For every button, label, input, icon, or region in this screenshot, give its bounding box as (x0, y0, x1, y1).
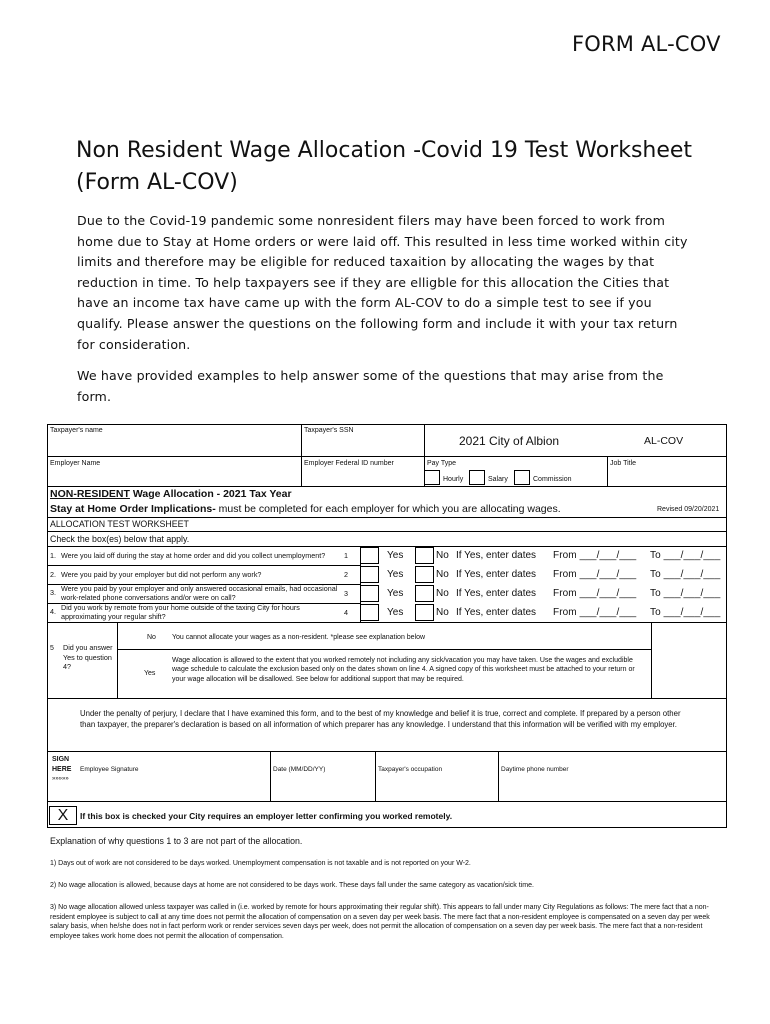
question-text: Were you laid off during the stay at home order and did you collect unemployment? (61, 551, 326, 560)
to-date-field[interactable]: To ___/___/___ (650, 569, 721, 580)
q5-no-text: You cannot allocate your wages as a non-resident. *please see explanation below (172, 634, 426, 641)
no-checkbox[interactable] (415, 585, 434, 602)
employer-fein-label: Employer Federal ID number (304, 460, 394, 467)
from-date-field[interactable]: From ___/___/___ (553, 607, 637, 618)
employer-letter-text: If this box is checked your City requires an employer letter confirming you worked remotely. (80, 811, 453, 821)
stay-home-heading (50, 503, 561, 515)
page-title: Non Resident Wage Allocation -Covid 19 Test Worksheet (Form AL-COV) (76, 138, 693, 195)
no-label: No (436, 588, 449, 599)
section-heading-bold: NON-RESIDENT (50, 488, 130, 500)
if-yes-label: If Yes, enter dates (456, 607, 537, 618)
employer-letter-checkbox[interactable]: X (49, 806, 77, 825)
salary-label: Salary (488, 476, 508, 483)
question-ref: 3 (344, 589, 348, 598)
q5-yes-text: Wage allocation is allowed to the extent that you worked remotely not including any sick/vacation you may have taken. Use the wages and excludible wage schedule to calculate the exclusion based only on the dates shown on line 4. A signed copy of this worksheet must be attached to your return or your wage allocation will be disallowed. See below for additional support that may be required. (172, 657, 635, 683)
section-heading-rest: Wage Allocation - 2021 Tax Year (129, 488, 292, 500)
question-ref: 2 (344, 570, 348, 579)
question-number: 1. (50, 551, 56, 560)
hourly-label: Hourly (443, 476, 464, 483)
check-boxes-instruction: Check the box(es) below that apply. (50, 534, 190, 544)
commission-checkbox[interactable] (514, 470, 530, 485)
worksheet-title: ALLOCATION TEST WORKSHEET (50, 519, 189, 529)
question-ref: 4 (344, 608, 348, 617)
employer-name-label: Employer Name (50, 460, 101, 467)
yes-checkbox[interactable] (360, 566, 379, 583)
from-date-field[interactable]: From ___/___/___ (553, 569, 637, 580)
question-text: Were you paid by your employer and only answered occasional emails, had occasional work-related phone conversations and/or were on call? (61, 584, 338, 602)
date-label: Date (MM/DD/YY) (273, 766, 326, 773)
taxpayer-name-label: Taxpayer's name (50, 427, 103, 434)
no-label: No (436, 550, 449, 561)
if-yes-label: If Yes, enter dates (456, 550, 537, 561)
q5-no-label: No (147, 634, 156, 641)
stay-home-rest: must be completed for each employer for which you are allocating wages. (215, 503, 561, 515)
occupation-label: Taxpayer's occupation (378, 766, 443, 773)
yes-checkbox[interactable] (360, 604, 379, 621)
to-date-field[interactable]: To ___/___/___ (650, 607, 721, 618)
question-ref: 1 (344, 551, 348, 560)
yes-label: Yes (387, 588, 404, 599)
q5-number: 5 (50, 645, 54, 652)
commission-label: Commission (533, 476, 572, 483)
yes-checkbox[interactable] (360, 547, 379, 564)
to-date-field[interactable]: To ___/___/___ (650, 588, 721, 599)
yes-label: Yes (387, 569, 404, 580)
from-date-field[interactable]: From ___/___/___ (553, 550, 637, 561)
taxpayer-ssn-label: Taxpayer's SSN (304, 427, 354, 434)
explanation-heading: Explanation of why questions 1 to 3 are not part of the allocation. (50, 836, 303, 846)
intro-paragraph-2: We have provided examples to help answer some of the questions that may arise from the form. (77, 368, 664, 404)
revised-date: Revised 09/20/2021 (657, 506, 720, 513)
yes-label: Yes (387, 550, 404, 561)
q5-question: Did you answer Yes to question 4? (63, 643, 113, 672)
yes-checkbox[interactable] (360, 585, 379, 602)
q5-yes-label: Yes (144, 670, 156, 677)
pay-type-label: Pay Type (427, 460, 457, 467)
to-date-field[interactable]: To ___/___/___ (650, 550, 721, 561)
intro-paragraph: Due to the Covid-19 pandemic some nonresident filers may have been forced to work from home due to Stay at Home orders or were laid off. This resulted in less time worked within city limits and therefore may be eligible for reduced taxaition by allocating the wages by that reduction in time. To help taxpayers see if they are elligble for this allocation the Cities that have an income tax have came up with the form AL-COV to do a simple test to see if you qualify. Please answer the questions on the following form and include it with your tax return for consideration. (77, 213, 688, 352)
sign-arrows: »»»»» (52, 776, 69, 782)
question-number: 2. (50, 570, 56, 579)
section-heading (50, 488, 292, 500)
sign-label: SIGN (52, 756, 70, 763)
hourly-checkbox[interactable] (424, 470, 440, 485)
stay-home-bold: Stay at Home Order Implications- (50, 503, 216, 515)
allocation-form (47, 424, 727, 828)
if-yes-label: If Yes, enter dates (456, 569, 537, 580)
no-label: No (436, 607, 449, 618)
question-number: 4. (50, 607, 56, 616)
salary-checkbox[interactable] (469, 470, 485, 485)
phone-label: Daytime phone number (501, 766, 569, 773)
no-label: No (436, 569, 449, 580)
here-label: HERE (52, 766, 72, 773)
from-date-field[interactable]: From ___/___/___ (553, 588, 637, 599)
question-text: Were you paid by your employer but did not perform any work? (61, 570, 262, 579)
explanation-p2: 2) No wage allocation is allowed, because days at home are not considered to be days work. These days fall under the same category as vacation/sick time. (50, 882, 534, 889)
form-id: AL-COV (644, 435, 684, 447)
form-code: FORM AL-COV (572, 32, 721, 56)
question-text: Did you work by remote from your home outside of the taxing City for hours approximating your regular shift? (61, 603, 300, 621)
no-checkbox[interactable] (415, 604, 434, 621)
employee-signature-label: Employee Signature (80, 766, 139, 773)
job-title-label: Job Title (610, 460, 637, 467)
city-title: 2021 City of Albion (459, 434, 560, 448)
if-yes-label: If Yes, enter dates (456, 588, 537, 599)
explanation-p3: 3) No wage allocation allowed unless taxpayer was called in (i.e. worked by remote for hours approximating their regular shift). This appears to fall under many City Regulations as follows: The mere fact that a non-resident employee is subject to call at any time does not permit the allocation of compensation on a seven day per week basis. The mere fact that a non-resident employee is compensated on a seven day per week salary basis, when he/she does not in fact perform work or render services seven days per week, does not permit the allocation of compensation on a seven day per week basis. The mere fact that a non-resident employee takes work home does not permit the allocation of compensation. (50, 904, 710, 940)
explanation-p1: 1) Days out of work are not considered to be days worked. Unemployment compensation is not taxable and is not reported on your W-2. (50, 860, 471, 867)
no-checkbox[interactable] (415, 547, 434, 564)
yes-label: Yes (387, 607, 404, 618)
perjury-statement: Under the penalty of perjury, I declare that I have examined this form, and to the best of my knowledge and belief it is true, correct and complete. If prepared by a person other than taxpayer, the preparer's declaration is based on all information of which preparer has any knowledge. I understand that this information will be verified with my employer. (80, 709, 681, 729)
question-number: 3. (50, 588, 56, 597)
no-checkbox[interactable] (415, 566, 434, 583)
